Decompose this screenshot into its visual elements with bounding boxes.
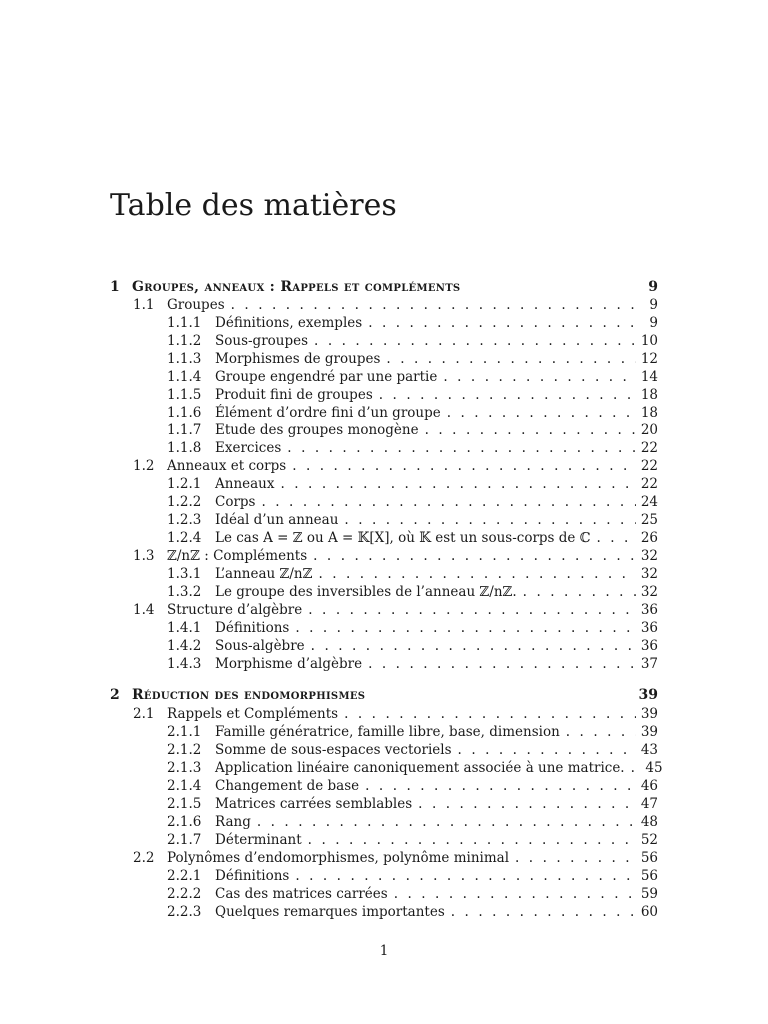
toc-entry-number: 1.1.4 — [167, 369, 202, 385]
toc-entry-title: Groupe engendré par une partie — [215, 369, 438, 385]
toc-entry-page: 12 — [640, 351, 658, 367]
toc-entry-number: 1.1.7 — [167, 422, 202, 438]
toc-entry-page: 10 — [640, 333, 658, 349]
toc-dot-leader — [314, 332, 636, 350]
toc-dot-leader — [368, 314, 636, 332]
toc-entry-title: Rappels et Compléments — [167, 706, 339, 722]
toc-entry-title: Rang — [215, 814, 251, 830]
toc-entry-number: 1.2.3 — [167, 512, 202, 528]
toc-entry-title: Changement de base — [215, 778, 360, 794]
toc-entry-title: Élément d’ordre fini d’un groupe — [215, 405, 441, 421]
toc-entry-page: 9 — [649, 297, 658, 313]
toc-entry-title: Exercices — [215, 440, 282, 456]
toc-section-row[interactable] — [133, 705, 658, 723]
toc-subsection-row[interactable] — [167, 404, 658, 422]
toc-entry-page: 32 — [640, 584, 658, 600]
toc-entry-page: 56 — [640, 850, 658, 866]
toc-entry-number: 2 — [110, 687, 120, 703]
toc-entry-number: 1.3.2 — [167, 584, 202, 600]
toc-entry-number: 1.4.3 — [167, 656, 202, 672]
toc-subsection-row[interactable] — [167, 368, 658, 386]
footer-page-number: 1 — [379, 943, 389, 959]
toc-entry-title: Le groupe des inversibles de l’anneau ℤ/nℤ. — [215, 584, 517, 600]
toc-subsection-row[interactable] — [167, 723, 658, 741]
toc-dot-leader — [418, 795, 636, 813]
toc-entry-title: Morphismes de groupes — [215, 351, 381, 367]
toc-dot-leader — [261, 493, 636, 511]
toc-entry-page: 56 — [640, 868, 658, 884]
toc-section-row[interactable] — [133, 601, 658, 619]
toc-entry-title: Le cas A = ℤ ou A = 𝕂[X], où 𝕂 est un sous-corps de ℂ — [215, 530, 591, 546]
toc-entry-number: 1.2 — [133, 458, 155, 474]
toc-subsection-row[interactable] — [167, 475, 658, 493]
toc-entry-page: 59 — [640, 886, 658, 902]
toc-dot-leader — [515, 849, 636, 867]
toc-entry-page: 20 — [640, 422, 658, 438]
toc-entry-number: 1.4 — [133, 602, 155, 618]
toc-entry-page: 9 — [649, 315, 658, 331]
toc-subsection-row[interactable] — [167, 795, 658, 813]
toc-subsection-row[interactable] — [167, 439, 658, 457]
toc-dot-leader — [447, 404, 636, 422]
toc-subsection-row[interactable] — [167, 493, 658, 511]
toc-subsection-row[interactable] — [167, 332, 658, 350]
toc-dot-leader — [344, 705, 636, 723]
toc-entry-page: 18 — [640, 405, 658, 421]
toc-entry-page: 24 — [640, 494, 658, 510]
toc-entry-title: ℤ/nℤ : Compléments — [167, 548, 308, 564]
toc-dot-leader — [386, 350, 636, 368]
toc-entry-page: 14 — [640, 369, 658, 385]
toc-entry-number: 1.1.3 — [167, 351, 202, 367]
toc-entry-number: 1.3 — [133, 548, 155, 564]
toc-dot-leader — [292, 457, 636, 475]
toc-entry-number: 2.1.5 — [167, 796, 202, 812]
toc-dot-leader — [365, 777, 636, 795]
toc-section-row[interactable] — [133, 296, 658, 314]
toc-entry-page: 46 — [640, 778, 658, 794]
toc-entry-page: 9 — [648, 279, 658, 295]
toc-entry-page: 26 — [640, 530, 658, 546]
toc-entry-number: 2.1.7 — [167, 832, 202, 848]
toc-dot-leader — [313, 547, 636, 565]
toc-entry-title: Quelques remarques importantes — [215, 904, 445, 920]
toc-entry-page: 22 — [640, 458, 658, 474]
toc-entry-page: 39 — [640, 724, 658, 740]
toc-entry-title: Réduction des endomorphismes — [132, 687, 366, 703]
toc-entry-title: Sous-groupes — [215, 333, 309, 349]
toc-dot-leader — [308, 831, 636, 849]
toc-subsection-row[interactable] — [167, 421, 658, 439]
toc-entry-number: 1.2.1 — [167, 476, 202, 492]
toc-entry-number: 1.4.1 — [167, 620, 202, 636]
toc-entry-number: 2.2 — [133, 850, 155, 866]
toc-entry-title: Application linéaire canoniquement associée à une matrice. — [215, 760, 625, 776]
toc-dot-leader — [458, 741, 636, 759]
toc-entry-number: 2.1.3 — [167, 760, 202, 776]
toc-chapter-row[interactable] — [110, 686, 658, 704]
toc-entry-title: Matrices carrées semblables — [215, 796, 413, 812]
toc-entry-number: 1.1.6 — [167, 405, 202, 421]
toc-entry-title: Déterminant — [215, 832, 302, 848]
toc-entry-title: Définitions, exemples — [215, 315, 363, 331]
toc-dot-leader — [566, 723, 636, 741]
toc-entry-page: 32 — [640, 566, 658, 582]
toc-entry-number: 2.2.3 — [167, 904, 202, 920]
toc-subsection-row[interactable] — [167, 885, 658, 903]
toc-chapter-row[interactable] — [110, 278, 658, 296]
toc-section-row[interactable] — [133, 457, 658, 475]
toc-dot-leader — [311, 637, 636, 655]
toc-entry-title: Anneaux — [215, 476, 275, 492]
toc-entry-title: Définitions — [215, 620, 290, 636]
toc-subsection-row[interactable] — [167, 529, 658, 547]
toc-entry-page: 36 — [640, 638, 658, 654]
toc-entry-title: Produit fini de groupes — [215, 387, 373, 403]
toc-dot-leader — [295, 619, 636, 637]
toc-entry-number: 2.1.6 — [167, 814, 202, 830]
page-title: Table des matières — [110, 188, 397, 223]
toc-entry-number: 1.1 — [133, 297, 155, 313]
toc-entry-title: Idéal d’un anneau — [215, 512, 339, 528]
toc-entry-title: Morphisme d’algèbre — [215, 656, 363, 672]
toc-dot-leader — [425, 421, 636, 439]
toc-subsection-row[interactable] — [167, 314, 658, 332]
toc-entry-number: 1.3.1 — [167, 566, 202, 582]
toc-entry-number: 1.1.5 — [167, 387, 202, 403]
toc-entry-title: Famille génératrice, famille libre, base, dimension — [215, 724, 560, 740]
toc-entry-page: 39 — [638, 687, 658, 703]
toc-dot-leader — [318, 565, 636, 583]
toc-subsection-row[interactable] — [167, 813, 658, 831]
toc-dot-leader — [451, 903, 636, 921]
toc-subsection-row[interactable] — [167, 386, 658, 404]
toc-entry-number: 2.1.1 — [167, 724, 202, 740]
toc-entry-number: 1.2.2 — [167, 494, 202, 510]
toc-subsection-row[interactable] — [167, 777, 658, 795]
toc-entry-title: Groupes, anneaux : Rappels et compléments — [132, 279, 461, 295]
toc-entry-number: 1 — [110, 279, 120, 295]
toc-entry-page: 43 — [640, 742, 658, 758]
toc-entry-title: Somme de sous-espaces vectoriels — [215, 742, 452, 758]
toc-entry-number: 2.1.4 — [167, 778, 202, 794]
toc-dot-leader — [368, 655, 636, 673]
toc-entry-title: Corps — [215, 494, 256, 510]
toc-entry-title: Polynômes d’endomorphismes, polynôme minimal — [167, 850, 510, 866]
toc-subsection-row[interactable] — [167, 619, 658, 637]
toc-dot-leader — [287, 439, 636, 457]
toc-entry-page: 52 — [640, 832, 658, 848]
toc-entry-number: 2.2.1 — [167, 868, 202, 884]
toc-subsection-row[interactable] — [167, 903, 658, 921]
toc-entry-number: 2.2.2 — [167, 886, 202, 902]
toc-dot-leader — [257, 813, 636, 831]
toc-subsection-row[interactable] — [167, 583, 658, 601]
toc-entry-page: 47 — [640, 796, 658, 812]
toc-dot-leader — [631, 759, 641, 777]
toc-entry-title: Groupes — [167, 297, 225, 313]
toc-entry-page: 36 — [640, 620, 658, 636]
toc-entry-number: 1.1.8 — [167, 440, 202, 456]
toc-subsection-row[interactable] — [167, 350, 658, 368]
toc-entry-number: 1.4.2 — [167, 638, 202, 654]
toc-dot-leader — [295, 867, 636, 885]
toc-subsection-row[interactable] — [167, 867, 658, 885]
toc-entry-title: Sous-algèbre — [215, 638, 305, 654]
toc-entry-page: 48 — [640, 814, 658, 830]
toc-subsection-row[interactable] — [167, 565, 658, 583]
toc-entry-title: Anneaux et corps — [167, 458, 287, 474]
toc-entry-page: 37 — [640, 656, 658, 672]
toc-entry-page: 39 — [640, 706, 658, 722]
toc-section-row[interactable] — [133, 547, 658, 565]
toc-entry-title: Définitions — [215, 868, 290, 884]
toc-dot-leader — [344, 511, 636, 529]
toc-entry-title: Structure d’algèbre — [167, 602, 303, 618]
toc-dot-leader — [394, 885, 636, 903]
toc-subsection-row[interactable] — [167, 655, 658, 673]
toc-entry-title: Etude des groupes monogène — [215, 422, 419, 438]
toc-dot-leader — [280, 475, 636, 493]
toc-entry-title: L’anneau ℤ/nℤ — [215, 566, 313, 582]
toc-dot-leader — [523, 583, 636, 601]
toc-entry-page: 32 — [640, 548, 658, 564]
toc-subsection-row[interactable] — [167, 637, 658, 655]
toc-dot-leader — [443, 368, 636, 386]
toc-entry-number: 1.1.2 — [167, 333, 202, 349]
toc-subsection-row[interactable] — [167, 759, 663, 777]
toc-section-row[interactable] — [133, 849, 658, 867]
toc-entry-number: 1.2.4 — [167, 530, 202, 546]
toc-entry-page: 45 — [645, 760, 663, 776]
toc-entry-page: 18 — [640, 387, 658, 403]
toc-entry-page: 25 — [640, 512, 658, 528]
toc-subsection-row[interactable] — [167, 511, 658, 529]
toc-dot-leader — [231, 296, 636, 314]
toc-dot-leader — [596, 529, 636, 547]
toc-entry-page: 22 — [640, 440, 658, 456]
toc-subsection-row[interactable] — [167, 741, 658, 759]
toc-entry-number: 1.1.1 — [167, 315, 202, 331]
toc-subsection-row[interactable] — [167, 831, 658, 849]
toc-dot-leader — [379, 386, 636, 404]
toc-entry-page: 60 — [640, 904, 658, 920]
toc-entry-number: 2.1 — [133, 706, 155, 722]
toc-entry-page: 22 — [640, 476, 658, 492]
toc-dot-leader — [308, 601, 636, 619]
toc-entry-page: 36 — [640, 602, 658, 618]
toc-entry-number: 2.1.2 — [167, 742, 202, 758]
toc-entry-title: Cas des matrices carrées — [215, 886, 388, 902]
